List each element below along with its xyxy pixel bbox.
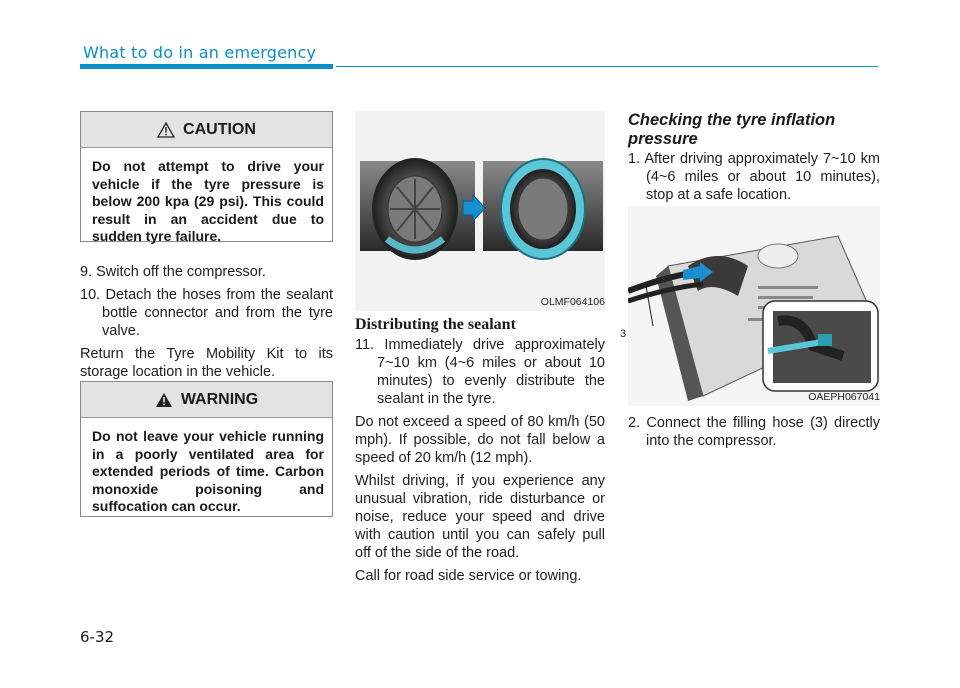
compressor-figure [620, 206, 880, 406]
step-2: 2. Connect the filling hose (3) directly into the compressor. [628, 415, 880, 449]
callout-3: 3 [620, 328, 627, 340]
caution-box [80, 111, 333, 242]
header-rule [336, 66, 878, 67]
caution-text: Do not attempt to drive your vehicle if the tyre pressure is below 200 kpa (29 psi). This could result in an accident due to sudden tyre failure. [92, 158, 324, 244]
step-1: 1. After driving approximately 7~10 km (4~6 miles or about 10 minutes), stop at a safe location. [628, 151, 880, 203]
checking-heading: Checking the tyre inflation pressure [628, 111, 836, 148]
figure-caption-oaeph: OAEPH067041 [808, 391, 880, 403]
distributing-body [355, 336, 605, 590]
speed-paragraph: Do not exceed a speed of 80 km/h (50 mph). If possible, do not fall below a speed of 20 km/h (12 mph). [355, 414, 605, 466]
tyre-sealant-figure [355, 111, 605, 311]
step-10: 10. Detach the hoses from the sealant bottle connector and from the tyre valve. [80, 287, 333, 339]
page-number: 6-32 [80, 628, 115, 646]
caution-triangle-icon [157, 122, 175, 138]
step-9: 9. Switch off the compressor. [80, 264, 266, 280]
vibration-paragraph: Whilst driving, if you experience any unusual vibration, ride disturbance or noise, reduce your speed and drive with caution until you can safely pull off of the side of the road. [355, 473, 605, 561]
warning-text: Do not leave your vehicle running in a poorly ventilated area for extended periods of time. Carbon monoxide poisoning and suffocation can occur. [92, 428, 324, 514]
compressor-illustration [628, 206, 880, 406]
warning-header [81, 382, 332, 418]
step-11: 11. Immediately drive approximately 7~10 km (4~6 miles or about 10 minutes) to evenly distribute the sealant in the tyre. [355, 337, 605, 407]
checking-step1 [628, 150, 880, 209]
caution-header [81, 112, 332, 148]
warning-box [80, 381, 333, 517]
checking-step2 [628, 414, 880, 455]
tyre-illustration [355, 111, 605, 311]
distributing-heading: Distributing the sealant [355, 316, 516, 333]
return-kit-text: Return the Tyre Mobility Kit to its storage location in the vehicle. [80, 346, 333, 380]
figure-caption-olmf: OLMF064106 [540, 296, 605, 308]
header-bar [80, 64, 333, 69]
caution-label: CAUTION [183, 120, 256, 138]
warning-triangle-icon [155, 392, 173, 408]
left-steps [80, 263, 333, 386]
section-header-title: What to do in an emergency [83, 43, 317, 62]
warning-label: WARNING [180, 390, 259, 408]
service-paragraph: Call for road side service or towing. [355, 568, 582, 584]
